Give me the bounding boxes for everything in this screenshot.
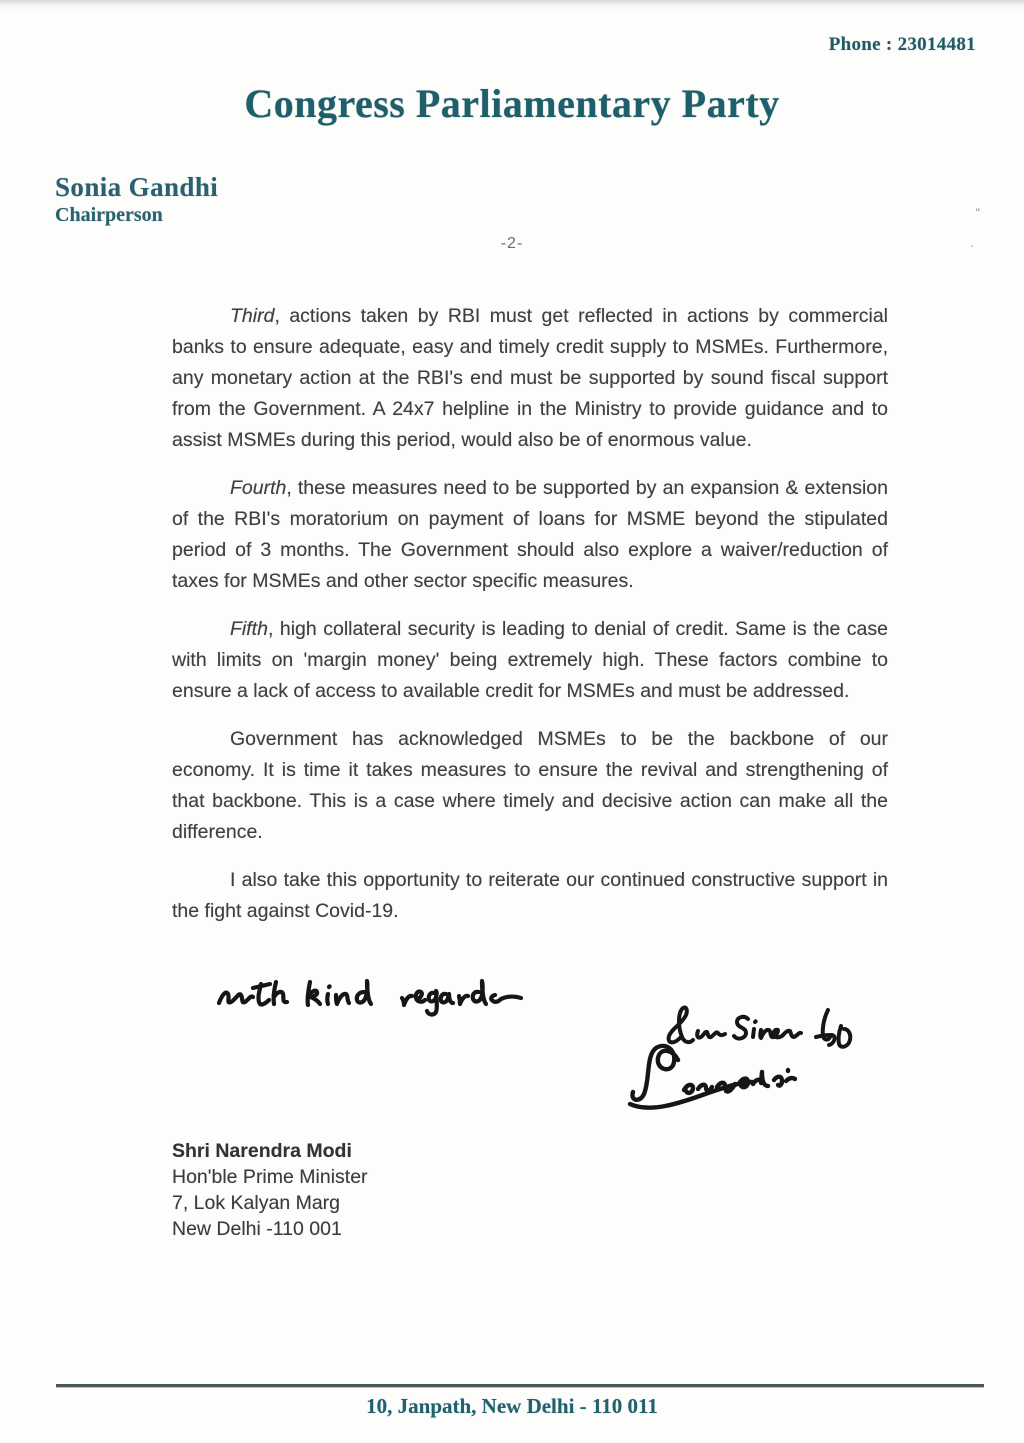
recipient-title: Hon'ble Prime Minister (172, 1166, 368, 1188)
letter-body (172, 301, 888, 944)
handwritten-closing-note (212, 970, 524, 1018)
phone-number: Phone : 23014481 (828, 34, 976, 55)
sender-block (55, 172, 218, 227)
recipient-address-line2: New Delhi -110 001 (172, 1218, 342, 1240)
paragraph-text: , high collateral security is leading to denial of credit. Same is the case with limits on 'margin money' being extremely high. These factors combine to ensure a lack of access to available credit for MSMEs and must be addressed. (172, 618, 888, 702)
scan-speck: “ (975, 205, 982, 220)
paragraph-text: Government has acknowledged MSMEs to be the backbone of our economy. It is time it takes measures to ensure the revival and strengthening of that backbone. This is a case where timely and decisive action can make all the difference. (172, 728, 888, 843)
sender-role: Chairperson (55, 204, 163, 226)
footer-address: 10, Janpath, New Delhi - 110 011 (366, 1394, 658, 1418)
letterhead-title: Congress Parliamentary Party (244, 81, 780, 126)
scan-artifact-top (0, 0, 1024, 14)
recipient-name: Shri Narendra Modi (172, 1140, 352, 1162)
paragraph-lead: Third (230, 305, 275, 327)
paragraph-fourth (172, 473, 888, 597)
paragraph-text: , actions taken by RBI must get reflected in actions by commercial banks to ensure adequate, easy and timely credit supply to MSMEs. Furthermore, any monetary action at the RBI's end must be supported by sound fiscal support from the Government. A 24x7 helpline in the Ministry to provide guidance and to assist MSMEs during this period, would also be of enormous value. (172, 305, 888, 451)
sender-name: Sonia Gandhi (55, 172, 219, 202)
paragraph-backbone (172, 724, 888, 848)
page-number: -2- (500, 235, 524, 252)
recipient-address-line1: 7, Lok Kalyan Marg (172, 1192, 341, 1214)
signature (622, 1038, 822, 1120)
paragraph-third (172, 301, 888, 456)
paragraph-lead: Fourth (230, 477, 287, 499)
paragraph-text: I also take this opportunity to reiterate our continued constructive support in the fight against Covid-19. (172, 869, 888, 922)
paragraph-lead: Fifth (230, 618, 268, 640)
footer-divider (56, 1384, 984, 1387)
paragraph-text: , these measures need to be supported by an expansion & extension of the RBI's moratorium on payment of loans for MSME beyond the stipulated period of 3 months. The Government should also explore a waiver/reduction of taxes for MSMEs and other sector specific measures. (172, 477, 888, 592)
scan-speck: · (969, 238, 976, 253)
recipient-block (172, 1138, 368, 1242)
paragraph-fifth (172, 614, 888, 707)
paragraph-covid (172, 865, 888, 927)
